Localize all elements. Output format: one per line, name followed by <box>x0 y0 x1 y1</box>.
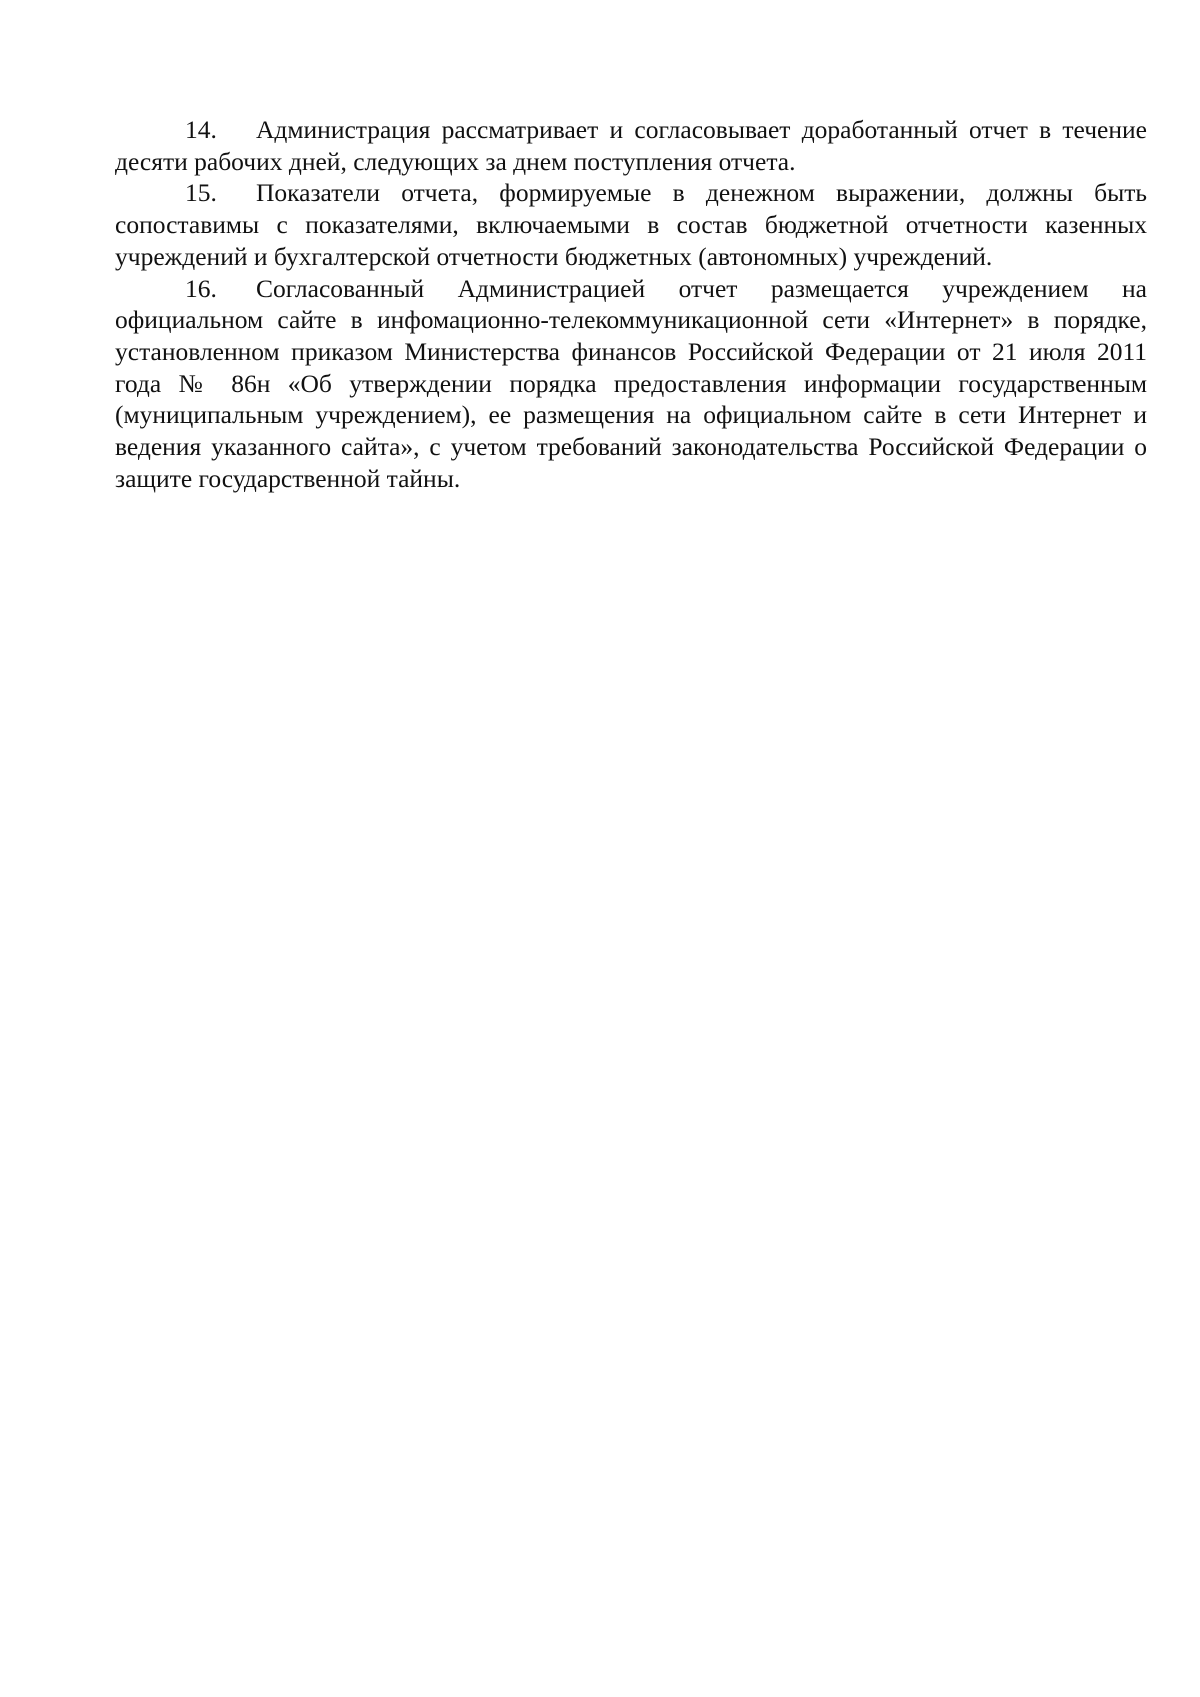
paragraph-number: 14. <box>185 115 217 144</box>
paragraph-number: 15. <box>185 178 217 208</box>
paragraph-number: 16. <box>185 273 217 303</box>
paragraph-text: Согласованный Администрацией отчет размещается учреждением на официальном сайте в инфомационно-телекоммуникационной сети «Интернет» в порядке, установленном приказом Министерства финансов Российской Федерации от 21 июля 2011 года № 86н «Об утверждении порядка предоставления информации государственным (муниципальным учреждением), ее размещения на официальном сайте в сети Интернет и ведения указанного сайта», с учетом требований законодательства Российской Федерации о защите государственной тайны. <box>115 273 1147 493</box>
paragraph-14 <box>115 114 1147 177</box>
paragraph-16 <box>115 273 1147 495</box>
document-body <box>115 114 1147 494</box>
paragraph-text: Показатели отчета, формируемые в денежном выражении, должны быть сопоставимы с показателями, включаемыми в состав бюджетной отчетности казенных учреждений и бухгалтерской отчетности бюджетных (автономных) учреждений. <box>115 178 1147 271</box>
paragraph-15 <box>115 177 1147 272</box>
paragraph-text: Администрация рассматривает и согласовывает доработанный отчет в течение десяти рабочих дней, следующих за днем поступления отчета. <box>115 115 1147 176</box>
